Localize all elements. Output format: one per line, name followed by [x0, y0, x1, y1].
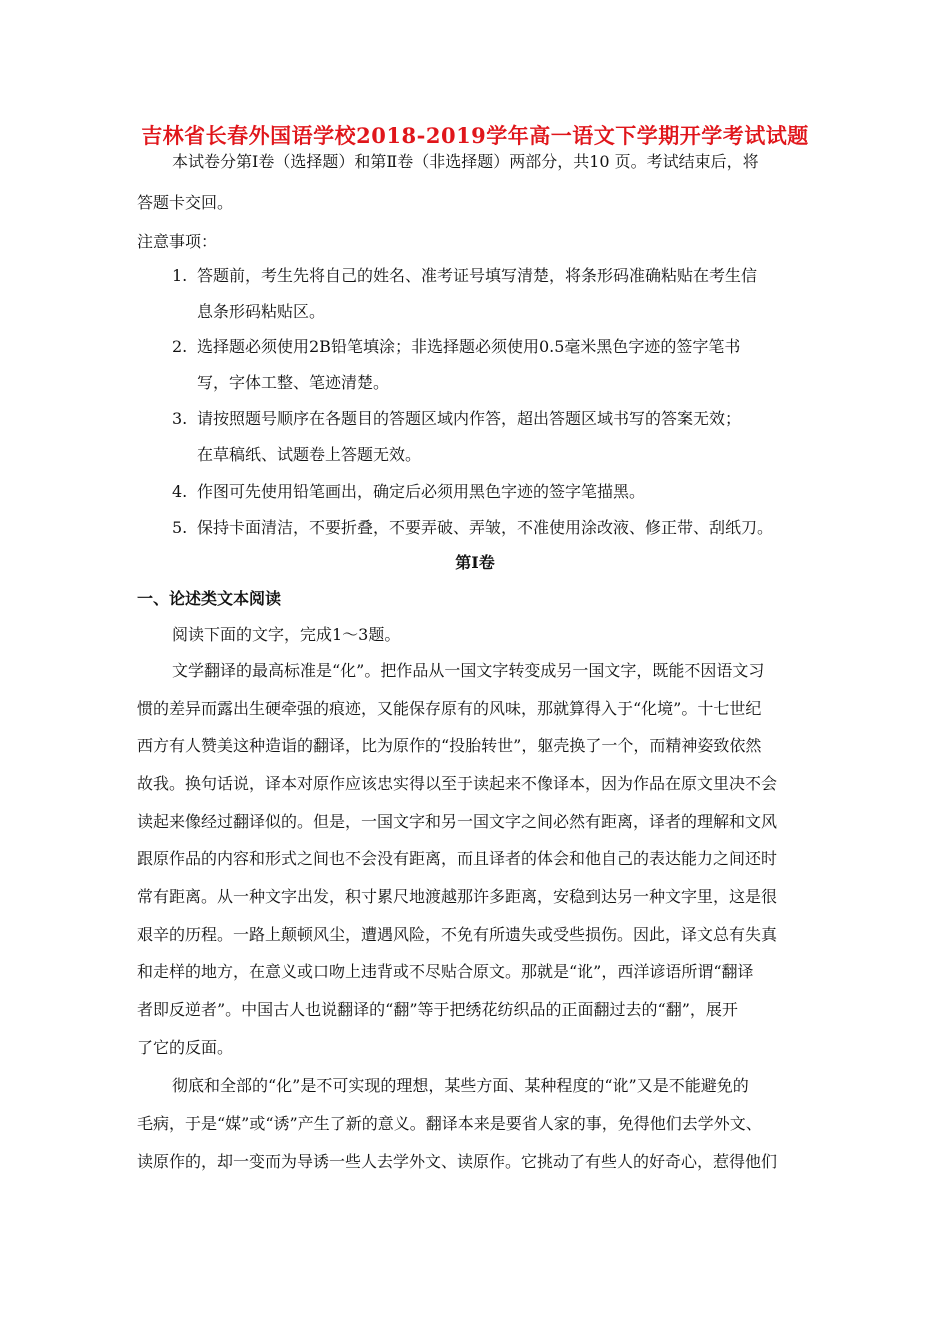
reading-instruction: 阅读下面的文字，完成1～3题。 [172, 625, 401, 644]
note-text: 选择题必须使用2B铅笔填涂；非选择题必须使用0.5毫米黑色字迹的签字笔书 [197, 337, 741, 356]
paragraph-line: 艰辛的历程。一路上颠顿风尘，遭遇风险，不免有所遗失或受些损伤。因此，译文总有失真 [137, 925, 778, 944]
paragraph-line: 和走样的地方，在意义或口吻上违背或不尽贴合原文。那就是“讹”，西洋谚语所谓“翻译 [137, 962, 754, 981]
notes-heading: 注意事项： [137, 232, 218, 251]
intro-line: 本试卷分第Ⅰ卷（选择题）和第Ⅱ卷（非选择题）两部分，共10 页。考试结束后，将 [172, 152, 759, 171]
paragraph-line: 西方有人赞美这种造诣的翻译，比为原作的“投胎转世”，躯壳换了一个，而精神姿致依然 [137, 736, 762, 755]
paragraph-line: 故我。换句话说，译本对原作应该忠实得以至于读起来不像译本，因为作品在原文里决不会 [137, 774, 778, 793]
paragraph-line: 常有距离。从一种文字出发，积寸累尺地渡越那许多距离，安稳到达另一种文字里，这是很 [137, 887, 778, 906]
section-heading: 一、论述类文本阅读 [137, 589, 282, 608]
paragraph-line: 惯的差异而露出生硬牵强的痕迹，又能保存原有的风味，那就算得入于“化境”。十七世纪 [137, 699, 762, 718]
paragraph-line: 了它的反面。 [137, 1038, 234, 1057]
document-title: 吉林省长春外国语学校2018-2019学年高一语文下学期开学考试试题 [141, 123, 809, 148]
paragraph-line: 彻底和全部的“化”是不可实现的理想，某些方面、某种程度的“讹”又是不能避免的 [172, 1076, 749, 1095]
paragraph-line: 毛病，于是“媒”或“诱”产生了新的意义。翻译本来是要省人家的事，免得他们去学外文、 [137, 1114, 762, 1133]
paragraph-line: 者即反逆者”。中国古人也说翻译的“翻”等于把绣花纺织品的正面翻过去的“翻”，展开 [137, 1000, 738, 1019]
note-number: 1. [172, 266, 188, 285]
note-text: 写，字体工整、笔迹清楚。 [197, 373, 390, 392]
paragraph-line: 读起来像经过翻译似的。但是，一国文字和另一国文字之间必然有距离，译者的理解和文风 [137, 812, 778, 831]
note-text: 答题前，考生先将自己的姓名、准考证号填写清楚，将条形码准确粘贴在考生信 [197, 266, 758, 285]
paragraph-line: 跟原作品的内容和形式之间也不会没有距离，而且译者的体会和他自己的表达能力之间还时 [137, 849, 778, 868]
note-text: 请按照题号顺序在各题目的答题区域内作答，超出答题区域书写的答案无效； [197, 409, 742, 428]
note-text: 作图可先使用铅笔画出，确定后必须用黑色字迹的签字笔描黑。 [197, 482, 646, 501]
paragraph-line: 读原作的，却一变而为导诱一些人去学外文、读原作。它挑动了有些人的好奇心，惹得他们 [137, 1152, 778, 1171]
note-text: 保持卡面清洁，不要折叠，不要弄破、弄皱，不准使用涂改液、修正带、刮纸刀。 [197, 518, 774, 537]
volume-heading: 第Ⅰ卷 [455, 553, 495, 572]
note-number: 5. [172, 518, 188, 537]
paragraph-line: 文学翻译的最高标准是“化”。把作品从一国文字转变成另一国文字，既能不因语文习 [172, 661, 765, 680]
note-text: 在草稿纸、试题卷上答题无效。 [197, 445, 422, 464]
note-text: 息条形码粘贴区。 [197, 302, 326, 321]
note-number: 4. [172, 482, 188, 501]
note-number: 2. [172, 337, 188, 356]
intro-line: 答题卡交回。 [137, 193, 234, 212]
note-number: 3. [172, 409, 188, 428]
